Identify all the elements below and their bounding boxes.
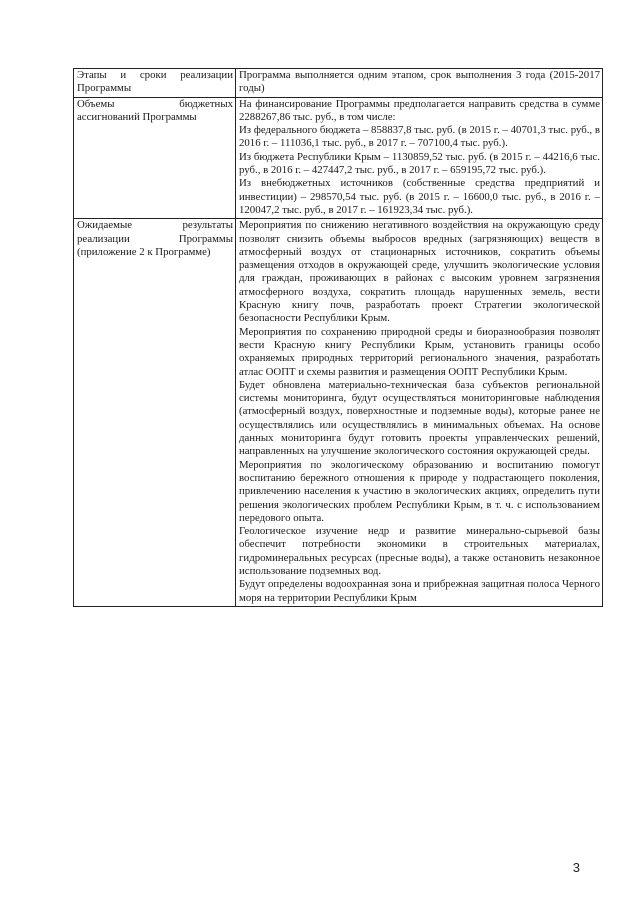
paragraph: На финансирование Программы предполагается направить средства в сумме 2288267,86 тыс. руб., в том числе: xyxy=(239,97,600,123)
paragraph: Геологическое изучение недр и развитие минерально-сырьевой базы обеспечит потребности экономики в строительных материалах, гидроминеральных ресурсах (пресные воды), а также остановить незаконное использование подземных вод. xyxy=(239,525,600,577)
table-row xyxy=(74,97,603,219)
row-label: Ожидаемые результаты реализации Программы (приложение 2 к Программе) xyxy=(74,219,236,607)
page-number: 3 xyxy=(572,860,580,875)
paragraph: Из федерального бюджета – 858837,8 тыс. руб. (в 2015 г. – 40701,3 тыс. руб., в 2016 г. – 111036,1 тыс. руб., в 2017 г. – 707100,4 тыс. руб.). xyxy=(239,124,600,150)
row-label: Объемы бюджетных ассигнований Программы xyxy=(74,97,236,219)
paragraph: Будет обновлена материально-техническая база субъектов региональной системы мониторинга, будут осуществляться мониторинговые наблюдения (атмосферный воздух, поверхностные и подземные воды), которые ранее не осуществлялись или осуществлялись в минимальных объемах. На основе данных мониторинга будут готовить проекты управленческих решений, направленных на улучшение экологического состояния окружающей среды. xyxy=(239,378,600,458)
paragraph: Мероприятия по снижению негативного воздействия на окружающую среду позволят снизить объемы выбросов вредных (загрязняющих) веществ в атмосферный воздух от стационарных источников, сократить объемы размещения отходов в окружающей среде, улучшить экологические условия для граждан, проживающих в районах с высоким уровнем загрязнения атмосферного воздуха, сократить площадь нарушенных земель, вести Красную книгу почв, разработать проект Стратегии экологической безопасности Республики Крым. xyxy=(239,219,600,325)
paragraph: Из бюджета Республики Крым – 1130859,52 тыс. руб. (в 2015 г. – 44216,6 тыс. руб., в 2016 г. – 427447,2 тыс. руб., в 2017 г. – 659195,72 тыс. руб.). xyxy=(239,150,600,177)
paragraph: Будут определены водоохранная зона и прибрежная защитная полоса Черного моря на территории Республики Крым xyxy=(239,578,600,604)
paragraph: Мероприятия по экологическому образованию и воспитанию помогут воспитанию бережного отношения к природе у подрастающего поколения, привлечению населения к участию в экологических акциях, определить пути решения экологических проблем Республики Крым, в т. ч. с использованием передового опыта. xyxy=(239,458,600,524)
paragraph: Программа выполняется одним этапом, срок выполнения 3 года (2015-2017 годы) xyxy=(239,69,600,95)
row-label: Этапы и сроки реализации Программы xyxy=(74,69,236,98)
program-passport-table xyxy=(73,68,603,607)
row-content xyxy=(236,97,603,219)
row-content xyxy=(236,69,603,98)
paragraph: Мероприятия по сохранению природной среды и биоразнообразия позволят вести Красную книгу Республики Крым, установить границы особо охраняемых природных территорий регионального значения, разработать атлас ООПТ и схемы развития и размещения ООПТ Республики Крым. xyxy=(239,325,600,378)
row-content xyxy=(236,219,603,607)
table-row xyxy=(74,219,603,607)
paragraph: Из внебюджетных источников (собственные средства предприятий и инвестиции) – 298570,54 тыс. руб. (в 2015 г. – 16600,0 тыс. руб., в 2016 г. – 120047,2 тыс. руб., в 2017 г. – 161923,34 тыс. руб.). xyxy=(239,177,600,216)
table-row xyxy=(74,69,603,98)
